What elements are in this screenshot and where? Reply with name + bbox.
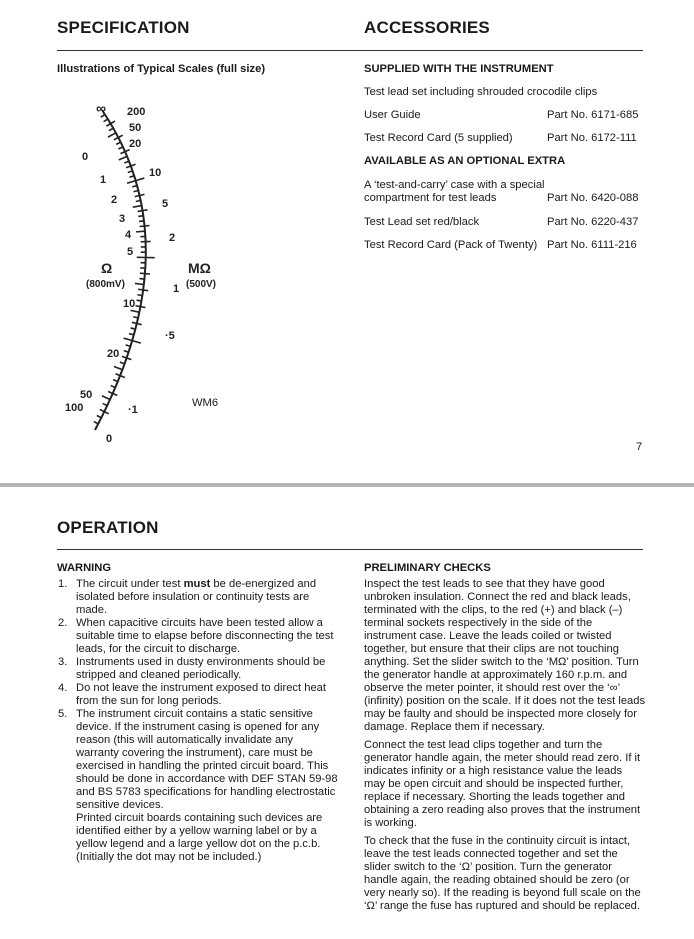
supplied-item-part: Part No. 6171-685	[547, 109, 639, 121]
supplied-item-name: Test lead set including shrouded crocodile clips	[364, 86, 598, 98]
scale-tick	[136, 201, 141, 202]
scale-label-left: 10	[123, 298, 136, 310]
checks-paragraph: Connect the test lead clips together and turn the generator handle again, the meter should read zero. If it indicates infinity or a high resistance value the leads may be open circuit and should be inspected further, replace if necessary. Shorting the leads together and obtaining a zero reading also proves that the instrument is working.	[364, 739, 641, 829]
scale-label-left: 2	[111, 194, 118, 206]
optional-item-name: A ‘test-and-carry’ case with a special	[364, 179, 545, 191]
scale-tick	[106, 124, 110, 127]
scale-tick	[135, 283, 144, 284]
optional-item-part: Part No. 6220-437	[547, 216, 639, 228]
scale-label-right: 50	[129, 122, 142, 134]
scale-label-right: 200	[127, 106, 146, 118]
scale-tick	[131, 164, 136, 166]
scale-label-right: 1	[173, 283, 180, 295]
optional-item-name: compartment for test leads	[364, 192, 497, 204]
scale-tick	[138, 211, 143, 212]
page-separator	[0, 483, 694, 487]
page-number: 7	[636, 441, 643, 453]
scale-tick	[126, 166, 131, 168]
megohm-range: (500V)	[186, 279, 217, 290]
scale-tick	[108, 391, 113, 393]
scale-tick	[97, 415, 101, 417]
scale-tick	[138, 216, 143, 217]
optional-item-part: Part No. 6420-088	[547, 192, 639, 204]
optional-item-name: Test Record Card (Pack of Twenty)	[364, 239, 538, 251]
scale-tick	[140, 307, 145, 308]
scale-tick	[136, 306, 141, 307]
checks-heading: PRELIMINARY CHECKS	[364, 562, 491, 574]
scale-tick	[139, 221, 144, 222]
scale-label-left: 1	[100, 174, 107, 186]
scale-label-right: ·5	[165, 330, 175, 342]
supplied-item-part: Part No. 6172-111	[547, 132, 637, 144]
supplied-heading: SUPPLIED WITH THE INSTRUMENT	[364, 63, 554, 75]
scale-tick	[137, 300, 142, 301]
scale-tick	[127, 181, 136, 184]
scale-tick	[102, 396, 110, 400]
warning-item: 3. Instruments used in dusty environments should be stripped and cleaned periodically.	[58, 656, 326, 681]
scale-label-left: 0	[82, 151, 89, 163]
scale-label-right: 2	[169, 232, 176, 244]
scale-tick	[114, 138, 118, 140]
scale-label-left: 3	[119, 213, 126, 225]
scale-label-right: 5	[162, 198, 169, 210]
scale-tick	[136, 231, 145, 232]
scale-tick	[128, 171, 133, 173]
scale-tick	[116, 142, 120, 144]
scale-tick	[126, 345, 131, 346]
checks-paragraph: To check that the fuse in the continuity circuit is intact, leave the test leads connected together and set the slider switch to the ‘Ω’ position. Turn the generator handle again, the reading obtained should be zero (or very nearly so). If the reading is beyond full scale on the ‘Ω’ range the fuse has ruptured and should be replaced.	[364, 835, 641, 912]
operation-rule	[57, 549, 643, 550]
scale-tick	[120, 362, 125, 364]
scale-tick	[124, 161, 129, 163]
scale-tick	[103, 403, 108, 405]
scale-tick	[108, 133, 116, 137]
scale-tick	[104, 119, 108, 122]
scale-tick	[143, 290, 148, 291]
specification-heading: SPECIFICATION	[57, 18, 190, 37]
scale-label-right: 10	[149, 167, 162, 179]
megohm-symbol: MΩ	[188, 260, 211, 276]
scale-label-left: 0	[106, 433, 113, 445]
scale-tick	[114, 367, 122, 370]
top-rule	[57, 50, 643, 51]
scale-tick	[133, 206, 142, 208]
scale-tick	[119, 156, 127, 159]
scale-tick	[135, 196, 140, 197]
scale-tick	[113, 380, 118, 382]
scale-tick	[138, 289, 143, 290]
scale-tick	[124, 338, 133, 341]
scale-tick	[131, 310, 140, 312]
optional-item-name: Test Lead set red/black	[364, 216, 480, 228]
optional-item-part: Part No. 6111-216	[547, 239, 637, 251]
warning-item: 5. The instrument circuit contains a static sensitive device. If the instrument casing is opened for any reason (this will automatically invalidate any warranty covering the instrument), care must be exercised in handling the printed circuit board. This should be done in accordance with DEF STAN 59-98 and BS 5783 specifications for handling electrostatic sensitive devices. Printed circuit boards containing such devices are identified either by a yellow warning label or by a yellow legend and a large yellow dot on the p.c.b. (Initially the dot may not be included.)	[58, 708, 338, 863]
scale-tick	[124, 351, 129, 353]
scale-tick	[115, 374, 120, 376]
scale-tick	[120, 152, 125, 154]
scale-tick	[136, 178, 145, 181]
scale-tick	[127, 358, 132, 360]
scale-tick	[118, 147, 123, 149]
warning-item: 2. When capacitive circuits have been tested allow a suitable time to elapse before disconnecting the test leads, for the circuit to discharge.	[58, 617, 334, 655]
checks-body	[364, 578, 646, 913]
ohm-symbol: Ω	[101, 260, 113, 276]
scale-tick	[132, 341, 141, 344]
warning-list	[57, 578, 339, 864]
scale-tick	[120, 376, 125, 378]
scale-tick	[113, 394, 118, 396]
scale-tick	[109, 128, 113, 130]
scale-label-left: 4	[125, 229, 132, 241]
supplied-item-name: Test Record Card (5 supplied)	[364, 132, 513, 144]
scale-tick	[143, 210, 148, 211]
warning-item: 1. The circuit under test must be de-energized and isolated before insulation or continuity tests are made.	[58, 578, 317, 616]
scale-label-left: 20	[107, 348, 120, 360]
scale-tick	[129, 176, 134, 178]
warning-heading: WARNING	[57, 562, 112, 574]
supplied-item-name: User Guide	[364, 109, 421, 121]
scale-label-right: ·1	[128, 404, 138, 416]
scale-tick	[94, 422, 98, 424]
scale-label-left: 100	[65, 402, 84, 414]
scale-tick	[111, 121, 115, 124]
scale-tick	[133, 317, 138, 318]
scale-label-right: 20	[129, 138, 142, 150]
scale-tick	[140, 194, 145, 195]
scale-tick	[111, 386, 116, 388]
accessories-heading: ACCESSORIES	[364, 18, 490, 37]
operation-heading: OPERATION	[57, 518, 159, 537]
scale-label-left: 5	[127, 246, 134, 258]
scale-tick	[100, 409, 104, 411]
optional-heading: AVAILABLE AS AN OPTIONAL EXTRA	[364, 155, 566, 167]
scale-tick	[104, 412, 108, 414]
model-label: WM6	[192, 397, 219, 409]
scale-label-left: 50	[80, 389, 93, 401]
checks-paragraph: Inspect the test leads to see that they have good unbroken insulation. Connect the red and black leads, terminated with the clips, to the red (+) and black (–) terminal sockets respectively in the side of the instrument case. Leave the leads coiled or twisted together, but ensure that their clips are not touching anything. Set the slider switch to the ‘MΩ’ position. Turn the generator handle at approximately 160 r.p.m. and observe the meter pointer, it should rest over the ‘∞’ (infinity) position on the scale. If it does not the test leads may be faulty and should be inspected more closely for damage. Replace them if necessary.	[364, 578, 646, 733]
warning-item: 4. Do not leave the instrument exposed to direct heat from the sun for long periods.	[58, 682, 327, 707]
illustration-title: Illustrations of Typical Scales (full size)	[57, 63, 266, 75]
ohm-range: (800mV)	[86, 279, 125, 290]
scale-tick	[137, 295, 142, 296]
scale-tick	[118, 135, 122, 137]
scale-label-infinity: ∞	[96, 100, 106, 116]
scale-tick	[122, 356, 127, 358]
